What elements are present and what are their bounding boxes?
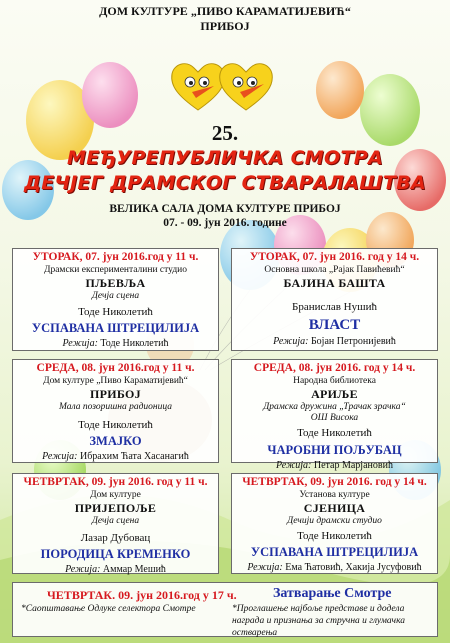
play-author: Тоде Николетић	[297, 427, 372, 440]
performance-time: ЧЕТВРТАК, 09. јун 2016. год у 14 ч.	[242, 476, 427, 488]
play-director: Режија: Ибрахим Ћата Хасанагић	[42, 451, 189, 463]
play-author: Лазар Дубовац	[80, 531, 151, 544]
performer-org: Народна библиотека	[293, 375, 376, 386]
play-title: УСПАВАНА ШТРЕЦИЛИЈА	[250, 545, 419, 560]
performer-group: Драмска дружина „Трачак зрачка“	[263, 401, 406, 412]
festival-title-line1: МЕЂУРЕПУБЛИЧКА СМОТРА	[67, 147, 383, 169]
play-title: ЧАРОБНИ ПОЉУБАЦ	[267, 442, 402, 457]
performance-time: УТОРАК, 07. јун 2016. год у 14 ч.	[249, 251, 420, 263]
play-author: Бранислав Нушић	[292, 300, 377, 313]
play-director: Режија: Бојан Петронијевић	[273, 335, 396, 347]
play-title: ЗМАЈКО	[89, 434, 142, 449]
program-card	[231, 473, 438, 574]
program-card	[12, 248, 219, 351]
performer-org: Дом културе	[90, 489, 141, 500]
program-card	[231, 248, 438, 351]
play-title: ВЛАСТ	[308, 316, 361, 333]
performer-city: АРИЉЕ	[311, 387, 358, 402]
play-title: ПОРОДИЦА КРЕМЕНКО	[40, 547, 191, 562]
closing-title: Затварање Смотре	[273, 586, 392, 601]
play-author: Тоде Николетић	[78, 305, 153, 318]
performer-city: БАЈИНА БАШТА	[283, 276, 386, 291]
performance-time: УТОРАК, 07. јун 2016.год у 11 ч.	[32, 251, 199, 263]
play-director: Режија: Тоде Николетић	[62, 338, 169, 350]
program-card	[12, 473, 219, 574]
play-director: Режија: Ема Ћатовић, Хакија Јусуфовић	[247, 562, 422, 574]
performer-org: Основна школа „Рајак Павићевић“	[264, 264, 405, 275]
performer-group: Дечја сцена	[91, 290, 140, 301]
play-title: УСПАВАНА ШТРЕЦИЛИЈА	[31, 321, 200, 336]
performer-group: Дечији драмски студио	[287, 515, 382, 526]
program-card	[231, 359, 438, 471]
play-director: Режија: Аммар Мешић	[65, 564, 166, 576]
performer-city: ПЉЕВЉА	[85, 276, 146, 291]
organizer-name: ДОМ КУЛТУРЕ „ПИВО КАРАМАТИЈЕВИЋ“	[99, 4, 351, 18]
hearts-logo	[168, 56, 278, 116]
closing-time: ЧЕТВРТАК. 09. јун 2016.год у 17 ч.	[47, 588, 237, 602]
festival-dates: 07. - 09. јун 2016. године	[163, 217, 287, 229]
festival-title-line2: ДЕЧЈЕГ ДРАМСКОГ СТВАРАЛАШТВА	[23, 172, 427, 194]
performer-org: Дом културе „Пиво Караматијевић“	[43, 375, 188, 386]
closing-note-selector: *Саопштавање Одлуке селектора Смотре	[21, 604, 196, 614]
closing-note-awards: *Проглашење најбоље представе и додела награда и признања за стручна и глумачка остварења	[232, 604, 406, 638]
program-card	[12, 359, 219, 463]
play-director: Режија: Петар Марјановић	[276, 459, 393, 471]
closing-card	[12, 582, 438, 637]
performer-city: СЈЕНИЦА	[303, 501, 366, 516]
performance-time: ЧЕТВРТАК, 09. јун 2016. год у 11 ч.	[23, 476, 208, 488]
edition-number: 25.	[211, 121, 239, 145]
play-author: Тоде Николетић	[78, 418, 153, 431]
organizer-city: ПРИБОЈ	[200, 19, 250, 33]
performer-group: Дечја сцена	[91, 515, 140, 526]
performer-org: Установа културе	[299, 489, 370, 500]
performer-group: Мала позоришна радионица	[58, 401, 172, 412]
performance-time: СРЕДА, 08. јун 2016. год у 14 ч.	[253, 362, 416, 374]
performer-school: ОШ Висока	[310, 412, 359, 423]
performer-org: Драмски експерименталини студио	[43, 264, 187, 275]
performer-city: ПРИЈЕПОЉЕ	[74, 501, 157, 516]
performance-time: СРЕДА, 08. јун 2016.год у 11 ч.	[36, 362, 195, 374]
performer-city: ПРИБОЈ	[90, 387, 141, 402]
play-author: Тоде Николетић	[297, 529, 372, 542]
venue: ВЕЛИКА САЛА ДОМА КУЛТУРЕ ПРИБОЈ	[109, 203, 341, 215]
